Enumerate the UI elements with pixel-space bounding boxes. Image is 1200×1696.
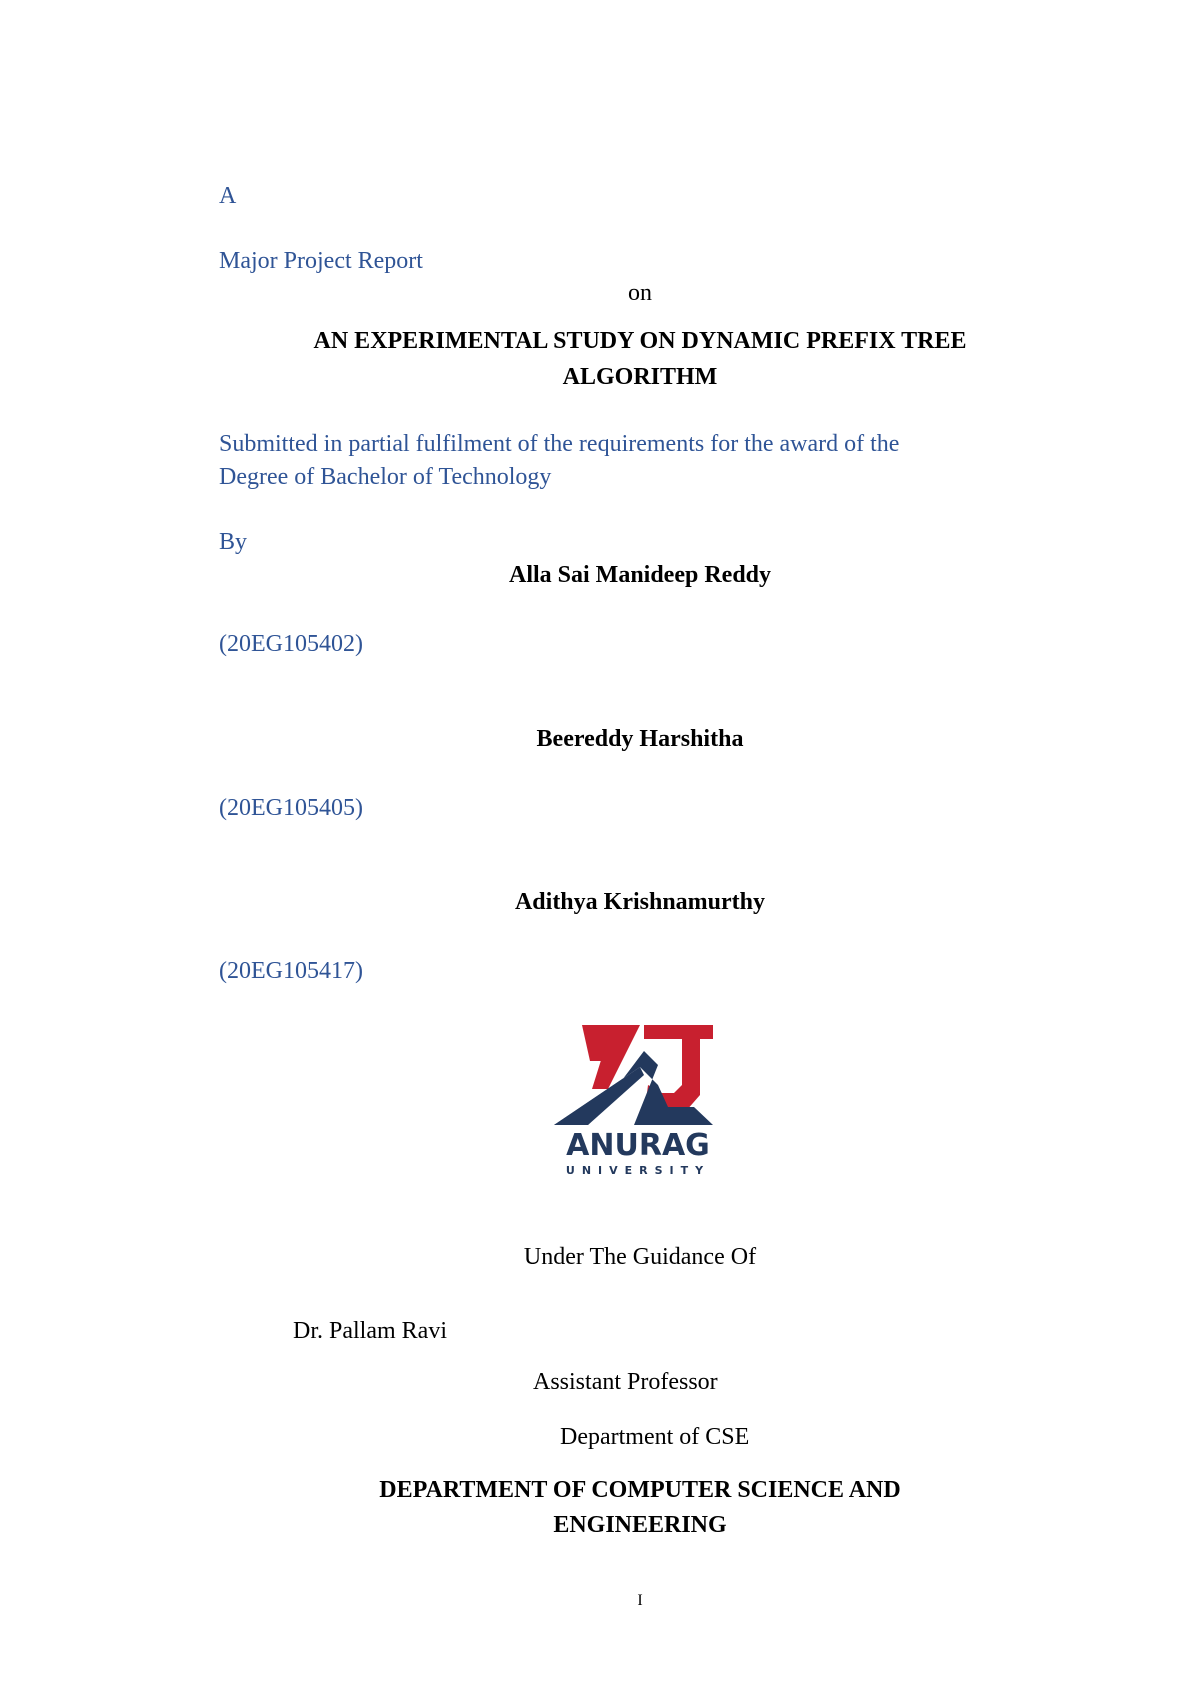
submitted-line-2: Degree of Bachelor of Technology xyxy=(219,464,552,490)
student-name-3: Adithya Krishnamurthy xyxy=(514,889,766,915)
student-roll-3: (20EG105417) xyxy=(219,958,363,984)
submitted-line-1: Submitted in partial fulfilment of the requirements for the award of the xyxy=(219,431,900,457)
department-line-1: DEPARTMENT OF COMPUTER SCIENCE AND xyxy=(379,1477,901,1503)
student-roll-2: (20EG105405) xyxy=(219,795,363,821)
page-number: I xyxy=(637,1592,643,1609)
student-roll-1: (20EG105402) xyxy=(219,631,363,657)
guide-department: Department of CSE xyxy=(560,1424,750,1450)
student-name-2: Beereddy Harshitha xyxy=(536,726,744,752)
department-line-2: ENGINEERING xyxy=(553,1512,727,1538)
by-text: By xyxy=(219,529,248,555)
student-name-1: Alla Sai Manideep Reddy xyxy=(508,562,772,588)
title-line-2: ALGORITHM xyxy=(562,364,718,390)
on-text: on xyxy=(628,280,652,306)
preface-a: A xyxy=(219,183,237,209)
logo-subname-text: UNIVERSITY xyxy=(565,1164,711,1177)
title-line-1: AN EXPERIMENTAL STUDY ON DYNAMIC PREFIX TREE xyxy=(313,328,967,354)
guidance-text: Under The Guidance Of xyxy=(523,1244,757,1270)
report-type: Major Project Report xyxy=(219,248,423,274)
guide-title: Assistant Professor xyxy=(533,1369,718,1395)
logo-name-text: ANURAG xyxy=(566,1128,710,1163)
logo-emblem-icon xyxy=(548,1015,728,1177)
anurag-university-logo xyxy=(548,1015,728,1177)
guide-name: Dr. Pallam Ravi xyxy=(293,1318,447,1344)
